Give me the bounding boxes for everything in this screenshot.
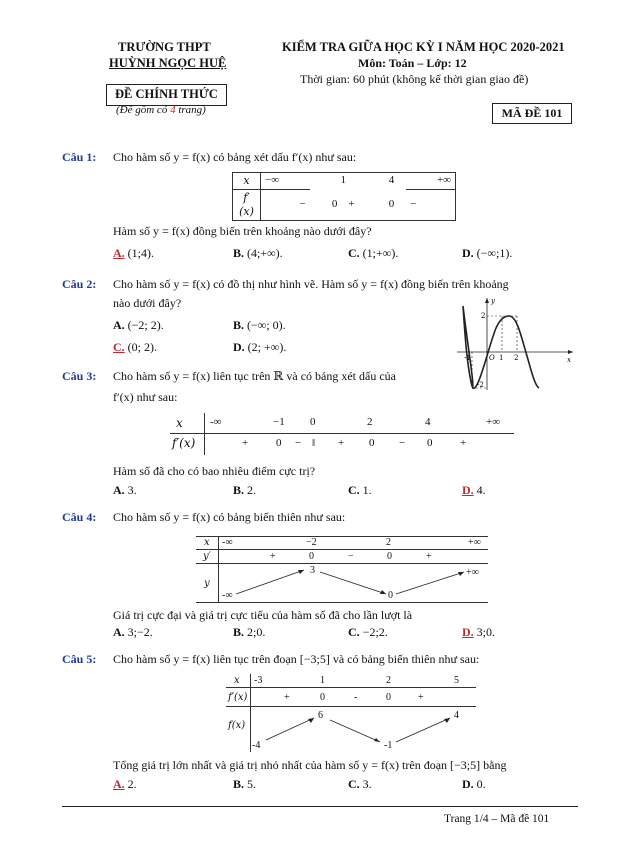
q3-label: Câu 3: xyxy=(62,369,97,383)
q2-option-b[interactable]: B. (−∞; 0). xyxy=(233,318,286,332)
q1-sign-table: x −∞ 1 4 +∞ f′(x) − 0 + 0 − xyxy=(232,172,456,221)
q3-option-b[interactable]: B. 2. xyxy=(233,483,257,497)
svg-text:-1: -1 xyxy=(464,354,471,362)
q5-option-a[interactable]: A. 2. xyxy=(113,777,137,791)
q3-question: Hàm số đã cho có bao nhiêu điểm cực trị? xyxy=(113,464,316,478)
q2-option-c[interactable]: C. (0; 2). xyxy=(113,340,157,354)
q5-question: Tổng giá trị lớn nhất và giá trị nhỏ nhất của hàm số y = f(x) trên đoạn [−3;5] bằng xyxy=(113,758,507,772)
q2-option-d[interactable]: D. (2; +∞). xyxy=(233,340,287,354)
q2-label: Câu 2: xyxy=(62,277,97,291)
q2-stem2: nào dưới đây? xyxy=(113,296,182,310)
q1-stem: Cho hàm số y = f(x) có bảng xét dấu f′(x) như sau: xyxy=(113,150,357,164)
q5-option-d[interactable]: D. 0. xyxy=(462,777,486,791)
q3-stem1: Cho hàm số y = f(x) liên tục trên ℝ và có bảng xét dấu của xyxy=(113,369,396,383)
q1-option-b[interactable]: B. (4;+∞). xyxy=(233,246,283,260)
q3-stem2: f′(x) như sau: xyxy=(113,390,178,404)
q5-option-c[interactable]: C. 3. xyxy=(348,777,372,791)
footer-rule xyxy=(62,806,578,807)
svg-text:y: y xyxy=(491,297,495,305)
page-number: Trang 1/4 – Mã đề 101 xyxy=(444,813,550,825)
subject: Môn: Toán – Lớp: 12 xyxy=(358,56,467,70)
q3-option-c[interactable]: C. 1. xyxy=(348,483,372,497)
q3-option-d[interactable]: D. 4. xyxy=(462,483,486,497)
exam-code: MÃ ĐỀ 101 xyxy=(492,103,572,124)
svg-text:x: x xyxy=(567,356,571,364)
school-line1: TRƯỜNG THPT xyxy=(118,40,211,54)
exam-time: Thời gian: 60 phút (không kể thời gian giao đề) xyxy=(300,72,529,86)
q1-option-a[interactable]: A. (1;4). xyxy=(113,246,154,260)
q3-sign-table: x -∞ −1 0 2 4 +∞ f′(x) + 0 − ‖ + 0 − 0 + xyxy=(170,413,514,455)
q5-option-b[interactable]: B. 5. xyxy=(233,777,257,791)
q4-stem: Cho hàm số y = f(x) có bảng biến thiên như sau: xyxy=(113,510,346,524)
q4-label: Câu 4: xyxy=(62,510,97,524)
pages-note: (Đề gồm có 4 trang) xyxy=(116,104,206,116)
q1-label: Câu 1: xyxy=(62,150,97,164)
q4-variation-table: x -∞ −2 2 +∞ y′ + 0 − 0 + y -∞ 3 0 +∞ xyxy=(196,536,488,602)
q1-option-c[interactable]: C. (1;+∞). xyxy=(348,246,399,260)
q1-option-d[interactable]: D. (−∞;1). xyxy=(462,246,513,260)
svg-text:-2: -2 xyxy=(477,381,484,389)
q2-option-a[interactable]: A. (−2; 2). xyxy=(113,318,164,332)
q5-label: Câu 5: xyxy=(62,652,97,666)
svg-text:2: 2 xyxy=(481,312,486,320)
school-line2: HUỲNH NGỌC HUỆ xyxy=(109,56,227,70)
q5-stem: Cho hàm số y = f(x) liên tục trên đoạn [−3;5] và có bảng biến thiên như sau: xyxy=(113,652,480,666)
q4-option-b[interactable]: B. 2;0. xyxy=(233,625,266,639)
q4-question: Giá trị cực đại và giá trị cực tiểu của hàm số đã cho lần lượt là xyxy=(113,608,413,622)
svg-text:1: 1 xyxy=(499,354,504,362)
q2-graph xyxy=(455,296,575,392)
q2-stem1: Cho hàm số y = f(x) có đồ thị như hình vẽ. Hàm số y = f(x) đồng biến trên khoảng xyxy=(113,277,509,291)
official-label: ĐỀ CHÍNH THỨC xyxy=(106,84,227,106)
q4-option-c[interactable]: C. −2;2. xyxy=(348,625,388,639)
exam-title: KIỂM TRA GIỮA HỌC KỲ I NĂM HỌC 2020-2021 xyxy=(282,40,565,54)
q1-question: Hàm số y = f(x) đồng biến trên khoảng nào dưới đây? xyxy=(113,224,372,238)
svg-text:O: O xyxy=(489,354,495,362)
q3-option-a[interactable]: A. 3. xyxy=(113,483,137,497)
q5-variation-table: x -3 1 2 5 f′(x) + 0 - 0 + f(x) -4 6 -1 4 xyxy=(226,674,476,752)
q4-option-a[interactable]: A. 3;−2. xyxy=(113,625,153,639)
svg-text:2: 2 xyxy=(514,354,519,362)
q4-option-d[interactable]: D. 3;0. xyxy=(462,625,496,639)
